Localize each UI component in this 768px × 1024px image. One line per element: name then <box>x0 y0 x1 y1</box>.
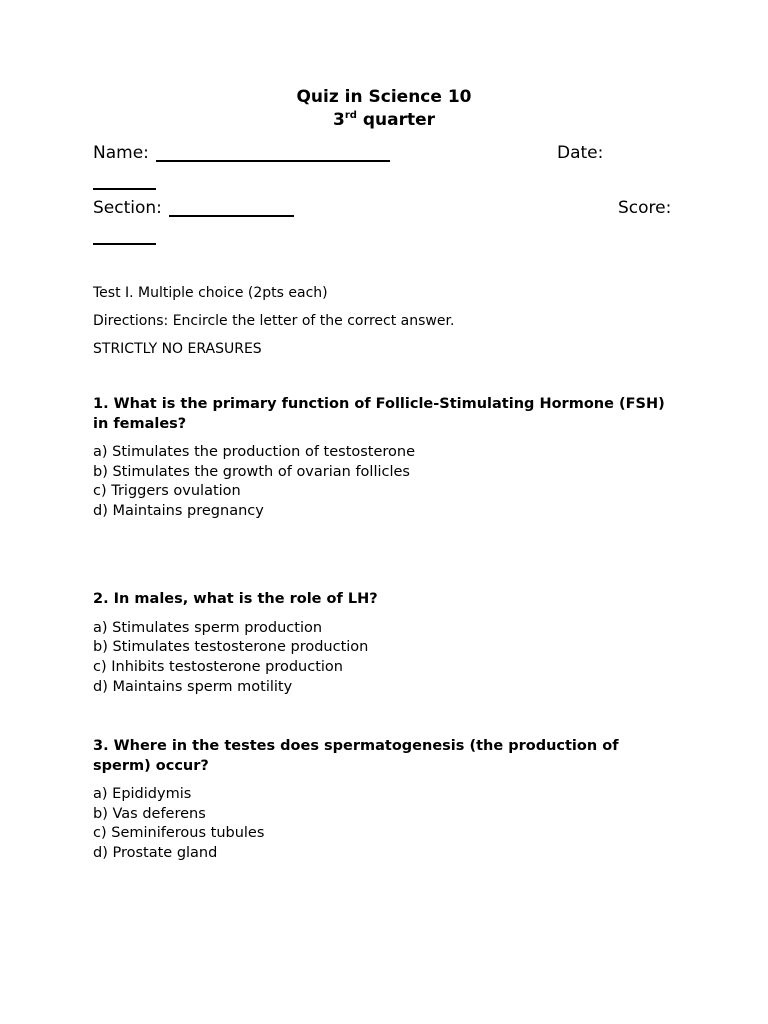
question-2-choice-a: a) Stimulates sperm production <box>93 619 323 636</box>
question-1-choice-b: b) Stimulates the growth of ovarian follicles <box>93 463 410 480</box>
quarter-number: 3 <box>332 110 345 130</box>
question-3-number: 3. <box>93 738 109 754</box>
question-3-choice-d: d) Prostate gland <box>93 845 218 862</box>
question-2-prompt: In males, what is the role of LH? <box>108 591 378 607</box>
name-label: Name: <box>93 143 149 163</box>
question-1-choice-a: a) Stimulates the production of testosterone <box>93 444 416 460</box>
score-label: Score: <box>618 198 672 218</box>
question-1-number: 1. <box>93 396 109 412</box>
question-1-text <box>93 395 673 434</box>
question-1-prompt: What is the primary function of Follicle-Stimulating Hormone (FSH) in females? <box>93 396 665 432</box>
question-3-text <box>93 737 673 776</box>
question-2-choice-d: d) Maintains sperm motility <box>93 678 293 695</box>
test-label: Test I. Multiple choice (2pts each) <box>93 285 328 301</box>
question-2-choice-b: b) Stimulates testosterone production <box>93 639 369 656</box>
section-field <box>93 197 294 219</box>
quarter-word: quarter <box>356 110 436 130</box>
question-3-choice-b: b) Vas deferens <box>93 805 206 822</box>
section-blank-line <box>169 197 294 217</box>
question-3-choice-c: c) Seminiferous tubules <box>93 825 265 842</box>
question-1 <box>93 395 673 522</box>
section-label: Section: <box>93 198 162 218</box>
question-3 <box>93 737 673 864</box>
question-2-number: 2. <box>93 591 109 607</box>
question-2-text <box>93 590 673 610</box>
question-2-choice-c: c) Inhibits testosterone production <box>93 658 343 675</box>
quarter-ordinal-suffix: rd <box>344 110 357 121</box>
question-2 <box>93 590 673 697</box>
question-1-choice-d: d) Maintains pregnancy <box>93 503 264 520</box>
no-erasures-warning: STRICTLY NO ERASURES <box>93 341 262 357</box>
score-blank-line <box>93 225 156 245</box>
name-field <box>93 142 390 164</box>
question-3-prompt: Where in the testes does spermatogenesis (the production of sperm) occur? <box>93 738 619 774</box>
quiz-title: Quiz in Science 10 <box>296 87 472 107</box>
date-field <box>93 170 156 192</box>
date-label: Date: <box>557 143 604 163</box>
quarter-subtitle <box>0 109 768 131</box>
directions-text: Directions: Encircle the letter of the correct answer. <box>93 313 455 329</box>
question-3-choice-a: a) Epididymis <box>93 786 192 802</box>
score-field <box>93 225 156 247</box>
name-blank-line <box>156 142 390 162</box>
question-1-choice-c: c) Triggers ovulation <box>93 483 241 500</box>
date-blank-line <box>93 170 156 190</box>
